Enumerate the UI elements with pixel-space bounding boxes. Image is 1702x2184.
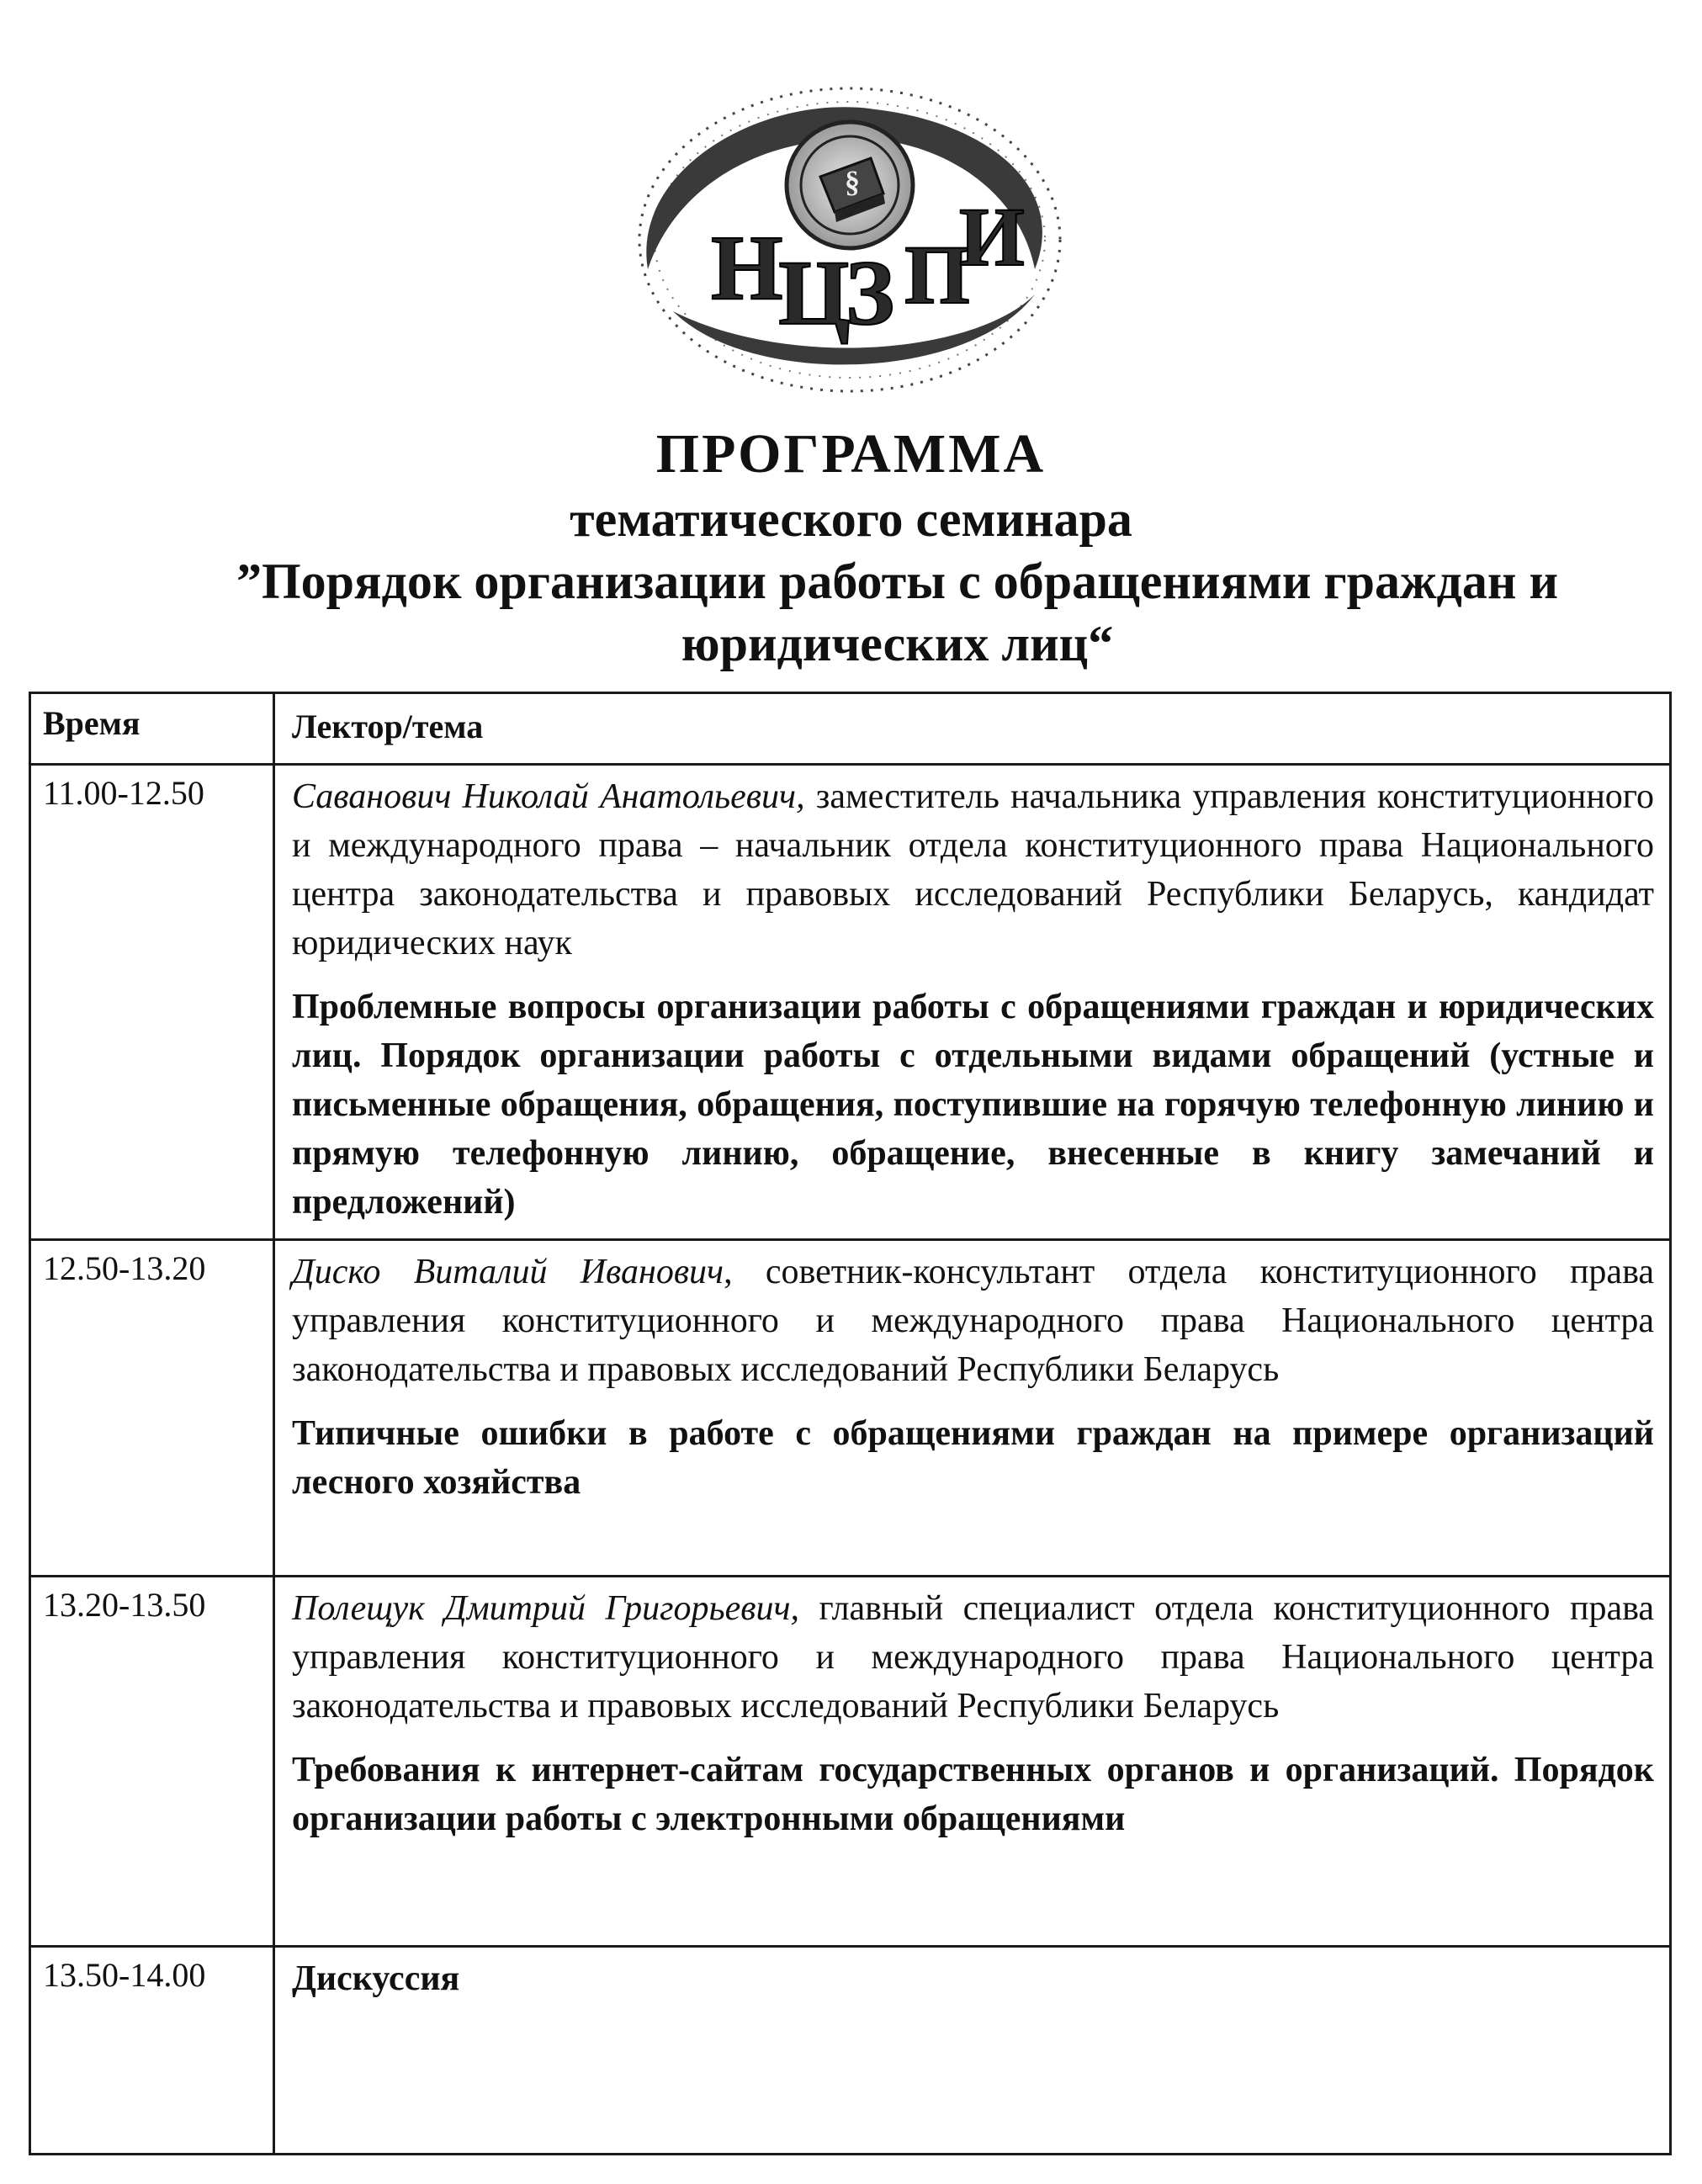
table-row [31,1948,1669,2155]
row-content [275,1577,1669,1945]
table-row [31,1577,1669,1948]
svg-text:§: § [845,165,860,199]
session-topic: Требования к интернет-сайтам государственных органов и организаций. Порядок организации работы с электронными обращениями [292,1751,1654,1838]
svg-text:Ц: Ц [778,241,851,344]
session-topic: Типичные ошибки в работе с обращениями граждан на примере организаций лесного хозяйства [292,1414,1654,1502]
table-header-row [31,694,1669,766]
svg-text:П: П [904,228,970,321]
row-content [275,1241,1669,1575]
organization-logo [614,59,1085,412]
table-row [31,1241,1669,1577]
seminar-subtitle: тематического семинара [570,491,1132,547]
lecturer-info [292,1248,1654,1394]
lecturer-name: Диско Виталий Иванович [292,1253,724,1291]
session-topic: Дискуссия [292,1959,460,1998]
seminar-topic-title: ”Порядок организации работы с обращениями граждан и юридических лиц“ [236,554,1559,671]
table-row [31,766,1669,1241]
lecturer-position: заместитель начальника управления конституционного и международного права – начальник отдела конституционного права Национального центра законодательства и правовых исследований Республики Беларусь, кандидат юридических наук [292,777,1654,962]
row-time: 13.50-14.00 [31,1948,275,2155]
svg-text:Н: Н [711,216,783,319]
svg-text:И: И [959,190,1025,284]
session-topic: Проблемные вопросы организации работы с обращениями граждан и юридических лиц. Порядок организации работы с отдельными видами обращений (устные и письменные обращения, обращения, поступившие на горячую телефонную линию и прямую телефонную линию, обращение, внесенные в книгу замечаний и предложений) [292,988,1654,1222]
row-time: 11.00-12.50 [31,766,275,1238]
lecturer-position: главный специалист отдела конституционного права управления конституционного и международного права Национального центра законодательства и правовых исследований Республики Беларусь [292,1589,1655,1725]
row-time: 13.20-13.50 [31,1577,275,1945]
schedule-table [29,692,1672,2155]
row-content [275,1948,1669,2155]
lecturer-position: , советник-консультант отдела конституционного права управления конституционного и международного права Национального центра законодательства и правовых исследований Республики Беларусь [292,1253,1654,1389]
header-time: Время [31,694,275,763]
lecturer-info [292,1584,1654,1731]
header-lecturer: Лектор/тема [292,708,484,745]
lecturer-name: Полещук Дмитрий Григорьевич, [292,1589,800,1628]
program-title: ПРОГРАММА [655,423,1047,485]
program-title-block [0,421,1702,675]
lecturer-name: Саванович Николай Анатольевич, [292,777,805,816]
row-time: 12.50-13.20 [31,1241,275,1575]
svg-text:З: З [846,241,895,344]
row-content [275,766,1669,1238]
lecturer-info [292,772,1654,967]
